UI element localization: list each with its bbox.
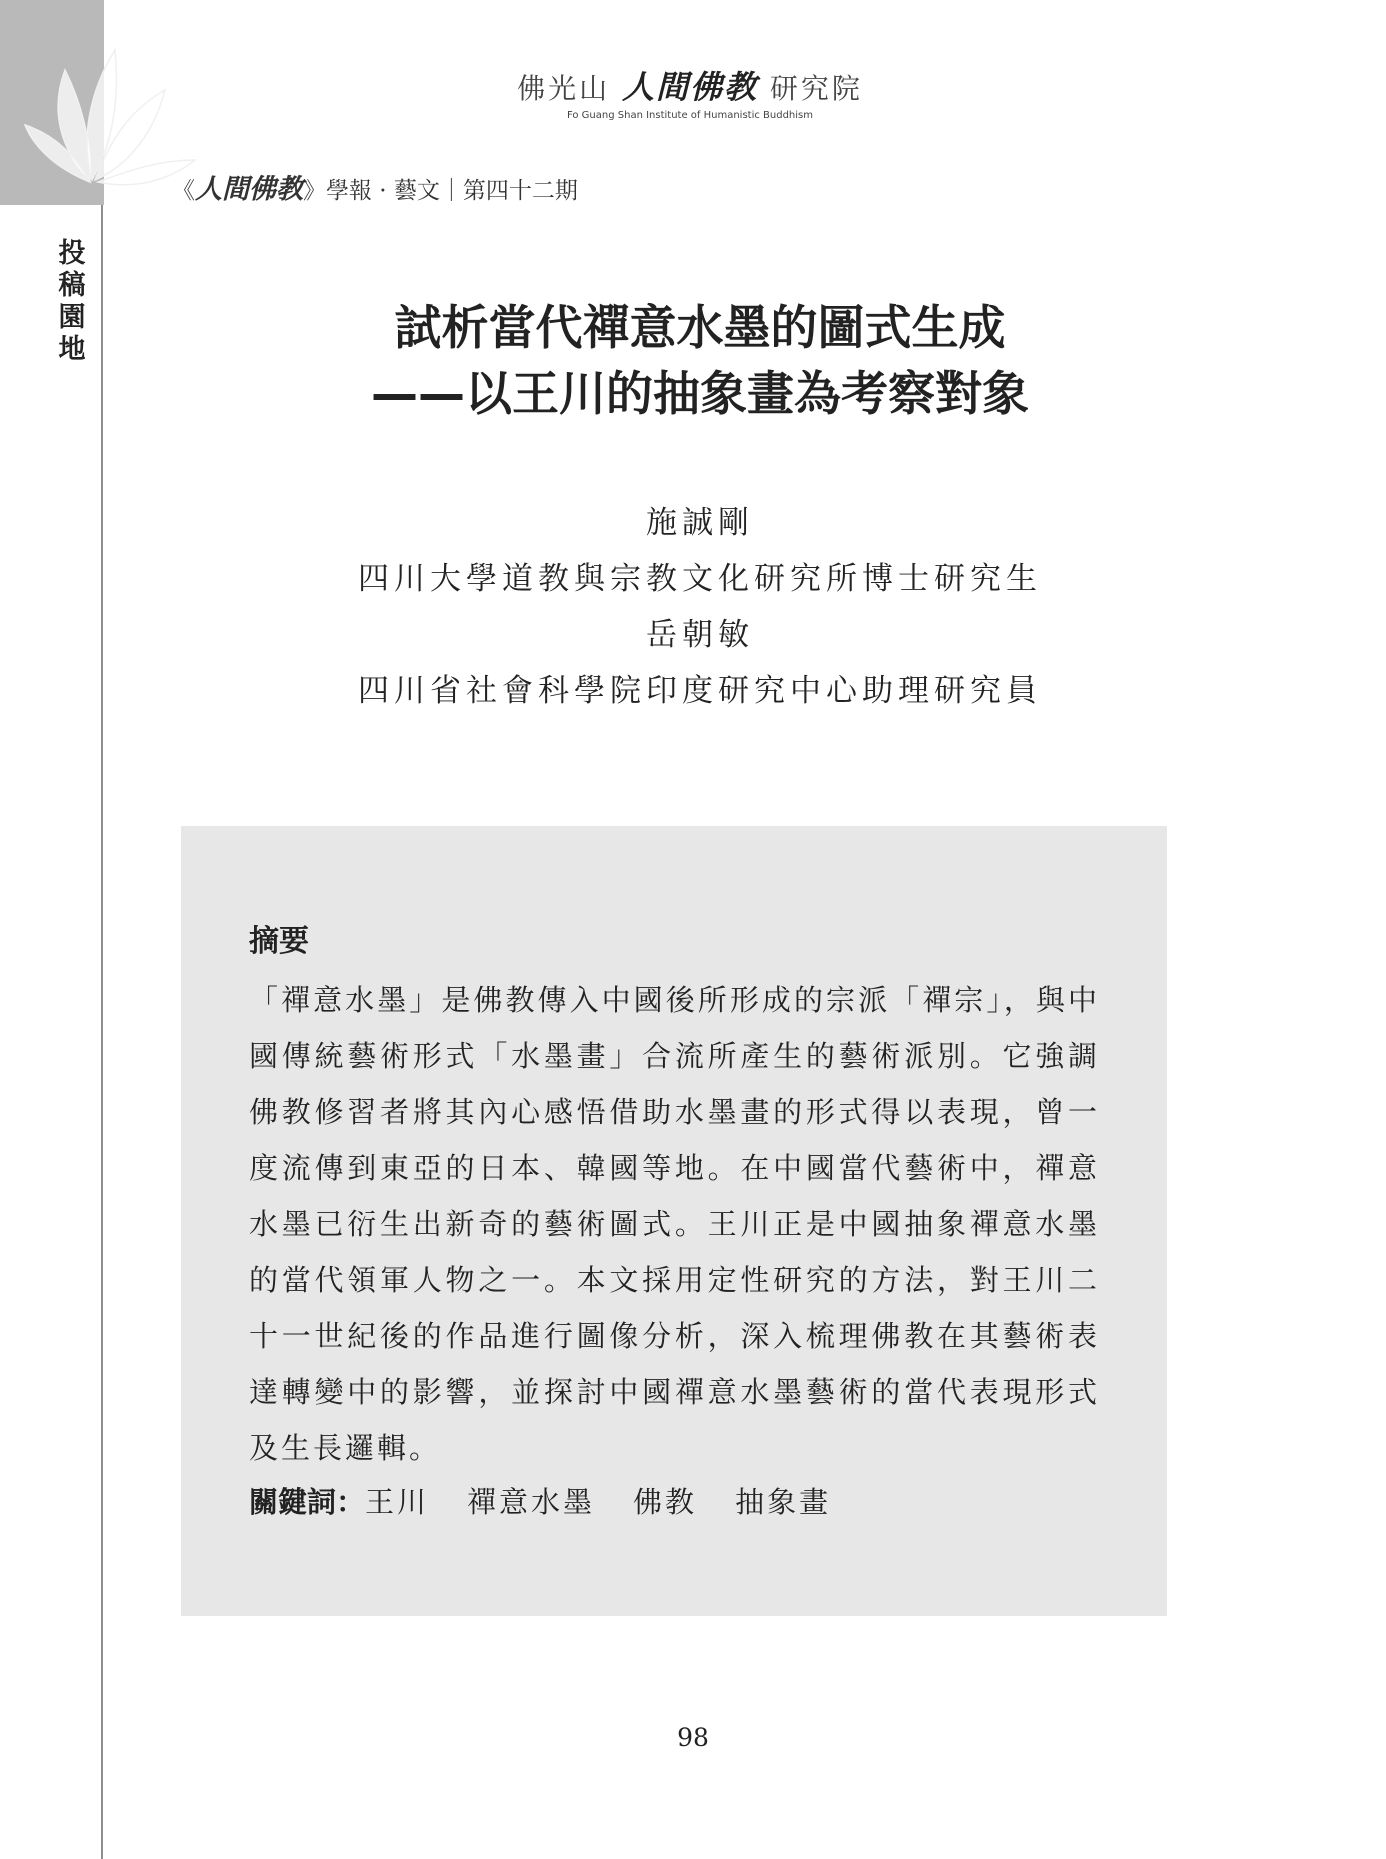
article-title	[180, 296, 1220, 428]
journal-open-bracket: 《	[172, 178, 195, 204]
abstract-heading: 摘要	[249, 924, 309, 959]
keyword: 禪意水墨	[467, 1485, 596, 1519]
institute-suffix: 研究院	[769, 72, 863, 105]
institute-prefix: 佛光山	[517, 72, 611, 105]
abstract-box	[181, 826, 1167, 1616]
page-number: 98	[677, 1723, 709, 1752]
abstract-body: 「禪意水墨」是佛教傳入中國後所形成的宗派「禪宗」，與中國傳統藝術形式「水墨畫」合流所產生的藝術派別。它強調佛教修習者將其內心感悟借助水墨畫的形式得以表現，曾一度流傳到東亞的日本、韓國等地。在中國當代藝術中，禪意水墨已衍生出新奇的藝術圖式。王川正是中國抽象禪意水墨的當代領軍人物之一。本文採用定性研究的方法，對王川二十一世紀後的作品進行圖像分析，深入梳理佛教在其藝術表達轉變中的影響，並探討中國禪意水墨藝術的當代表現形式及生長邏輯。	[249, 983, 1100, 1465]
author-affiliation: 四川大學道教與宗教文化研究所博士研究生	[358, 561, 1042, 597]
section-label: 投稿園地	[58, 238, 86, 365]
title-line-2: ——以王川的抽象畫為考察對象	[371, 367, 1029, 422]
keyword: 佛教	[633, 1485, 698, 1519]
keyword: 王川	[365, 1485, 430, 1519]
institute-name	[440, 62, 940, 108]
author-affiliation: 四川省社會科學院印度研究中心助理研究員	[358, 673, 1042, 709]
author-name: 岳朝敏	[646, 617, 754, 653]
author-block	[180, 495, 1220, 719]
journal-issue: 》學報 · 藝文｜第四十二期	[303, 178, 578, 204]
keywords-label: 關鍵詞：	[249, 1485, 366, 1519]
margin-rule	[101, 205, 103, 1859]
author-name: 施誠剛	[646, 505, 754, 541]
title-line-1: 試析當代禪意水墨的圖式生成	[394, 301, 1006, 356]
institute-brand: 人間佛教	[621, 68, 758, 106]
institute-english-name: Fo Guang Shan Institute of Humanistic Buddhism	[566, 110, 813, 121]
journal-brand: 人間佛教	[195, 174, 303, 205]
institute-header	[440, 62, 940, 121]
keyword: 抽象畫	[735, 1485, 832, 1519]
journal-running-head	[172, 167, 578, 206]
keywords-line	[249, 1480, 869, 1521]
